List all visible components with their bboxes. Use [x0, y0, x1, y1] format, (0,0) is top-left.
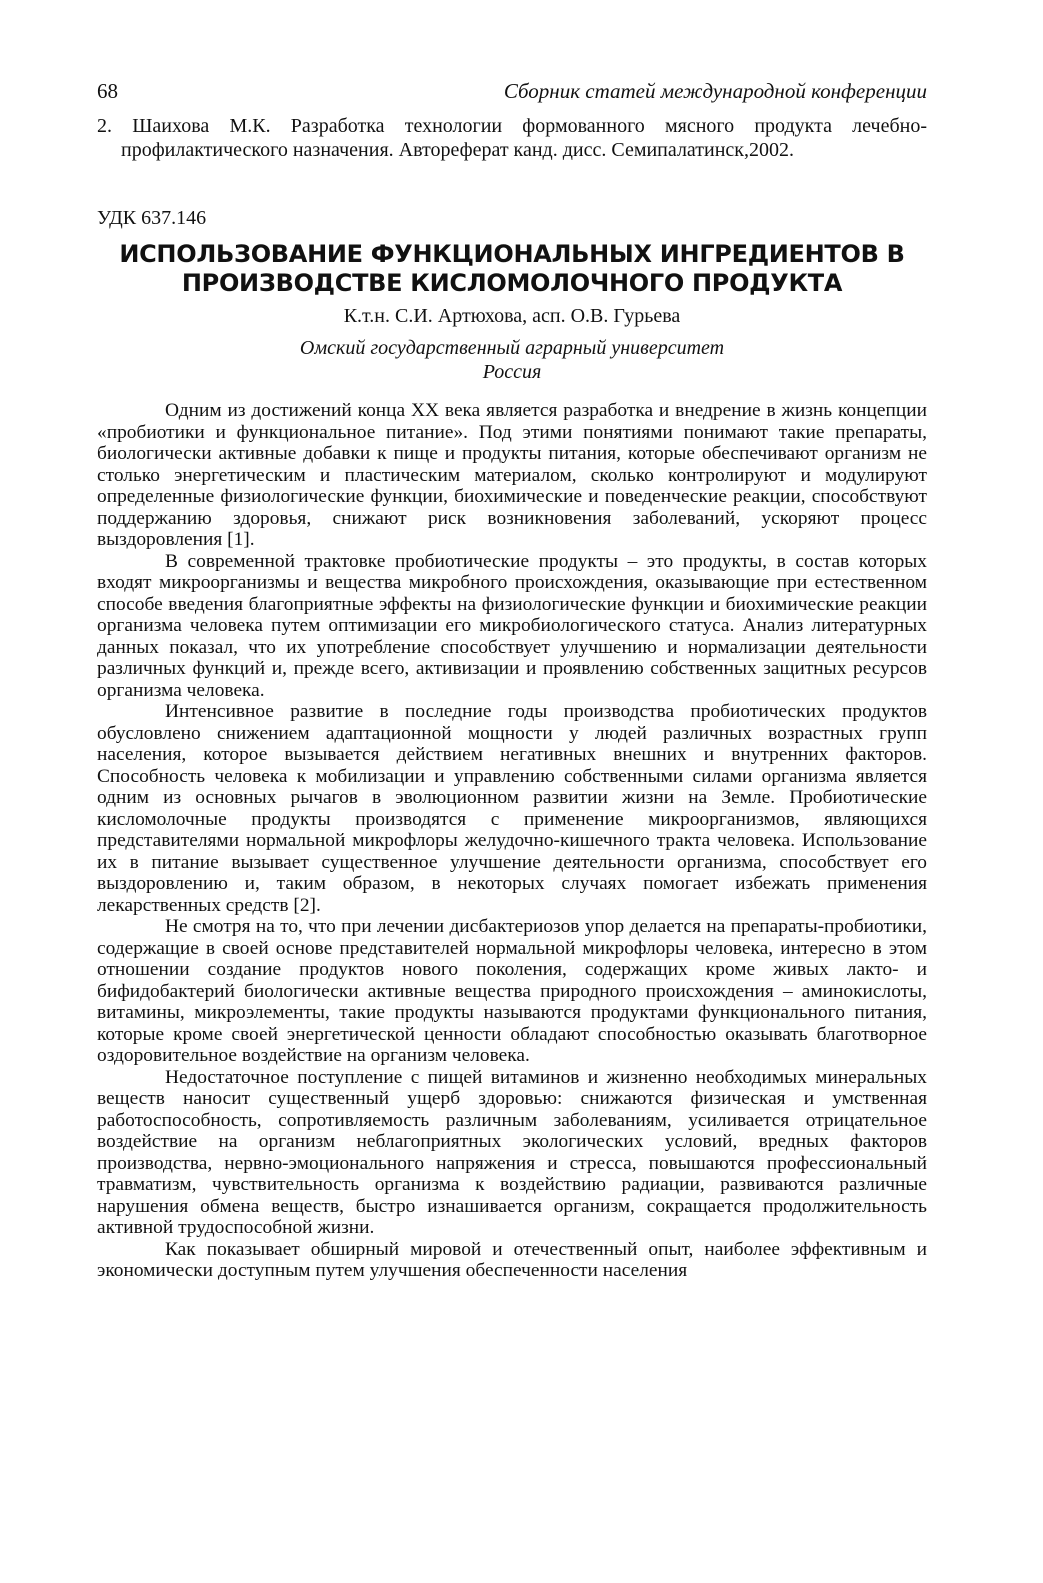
running-title: Сборник статей международной конференции [503, 79, 927, 103]
udc-code: УДК 637.146 [97, 207, 207, 229]
affiliation-institution: Омский государственный аграрный университет [299, 337, 725, 359]
paragraph: Недостаточное поступление с пищей витаминов и жизненно необходимых минеральных веществ наносит существенный ущерб здоровью: снижаются физическая и умственная работоспособность, сопротивляемость различным заболеваниям, усиливается отрицательное воздействие на организм неблагоприятных экологических условий, вредных факторов производства, нервно-эмоционального напряжения и стресса, повышаются профессиональный травматизм, чувствительность организма к воздействию радиации, развиваются различные нарушения обмена веществ, быстро изнашивается организм, сокращается продолжительность активной трудоспособной жизни. [97, 1066, 927, 1238]
reference-item: 2. Шаихова М.К. Разработка технологии формованного мясного продукта лечебно-профилактического назначения. Автореферат канд. дисс. Семипалатинск,2002. [97, 115, 927, 161]
affiliation [97, 336, 927, 384]
paragraph: Одним из достижений конца XX века является разработка и внедрение в жизнь концепции «пробиотики и функциональное питание». Под этими понятиями понимают такие препараты, биологически активные добавки к пище и продукты питания, которые обеспечивают организм не столько энергетическим и пластическим материалом, сколько контролируют и модулируют определенные физиологические функции, биохимические и поведенческие реакции, способствуют поддержанию здоровья, снижают риск возникновения заболеваний, ускоряют процесс выздоровления [1]. [97, 400, 927, 550]
article-body [97, 400, 927, 1282]
page-number: 68 [97, 79, 118, 103]
paragraph: Не смотря на то, что при лечении дисбактериозов упор делается на препараты-пробиотики, содержащие в своей основе представителей нормальной микрофлоры человека, интересно в этом отношении создание продуктов нового поколения, содержащих кроме живых лакто- и бифидобактерий биологически активные вещества природного происхождения – аминокислоты, витамины, микроэлементы, такие продукты называются продуктами функционального питания, которые кроме своей энергетической ценности обладают способностью оказывать благотворное оздоровительное воздействие на организм человека. [97, 916, 927, 1066]
authors: К.т.н. С.И. Артюхова, асп. О.В. Гурьева [343, 305, 681, 327]
article-title: ИСПОЛЬЗОВАНИЕ ФУНКЦИОНАЛЬНЫХ ИНГРЕДИЕНТОВ В ПРОИЗВОДСТВЕ КИСЛОМОЛОЧНОГО ПРОДУКТА [119, 240, 905, 297]
document-page [97, 78, 927, 1282]
affiliation-country: Россия [482, 361, 542, 383]
paragraph: В современной трактовке пробиотические продукты – это продукты, в состав которых входят микроорганизмы и вещества микробного происхождения, оказывающие при естественном способе введения благоприятные эффекты на физиологические функции и биохимические реакции организма человека путем оптимизации его микробиологического статуса. Анализ литературных данных показал, что их употребление способствует улучшению и нормализации деятельности различных функций и, прежде всего, активизации и проявлению собственных защитных ресурсов организма человека. [97, 550, 927, 701]
paragraph: Как показывает обширный мировой и отечественный опыт, наиболее эффективным и экономически доступным путем улучшения обеспеченности населения [97, 1238, 927, 1281]
running-header [97, 78, 927, 104]
paragraph: Интенсивное развитие в последние годы производства пробиотических продуктов обусловлено снижением адаптационной мощности у людей различных возрастных групп населения, которое вызывается действием негативных внешних и внутренних факторов. Способность человека к мобилизации и управлению собственными силами организма является одним из основных рычагов в эволюционном развитии жизни на Земле. Пробиотические кисломолочные продукты производятся с применение микроорганизмов, являющихся представителями нормальной микрофлоры желудочно-кишечного тракта человека. Использование их в питание вызывает существенное улучшение деятельности организма, способствует его выздоровлению и, таким образом, в некоторых случаях помогает избежать применения лекарственных средств [2]. [97, 701, 927, 916]
